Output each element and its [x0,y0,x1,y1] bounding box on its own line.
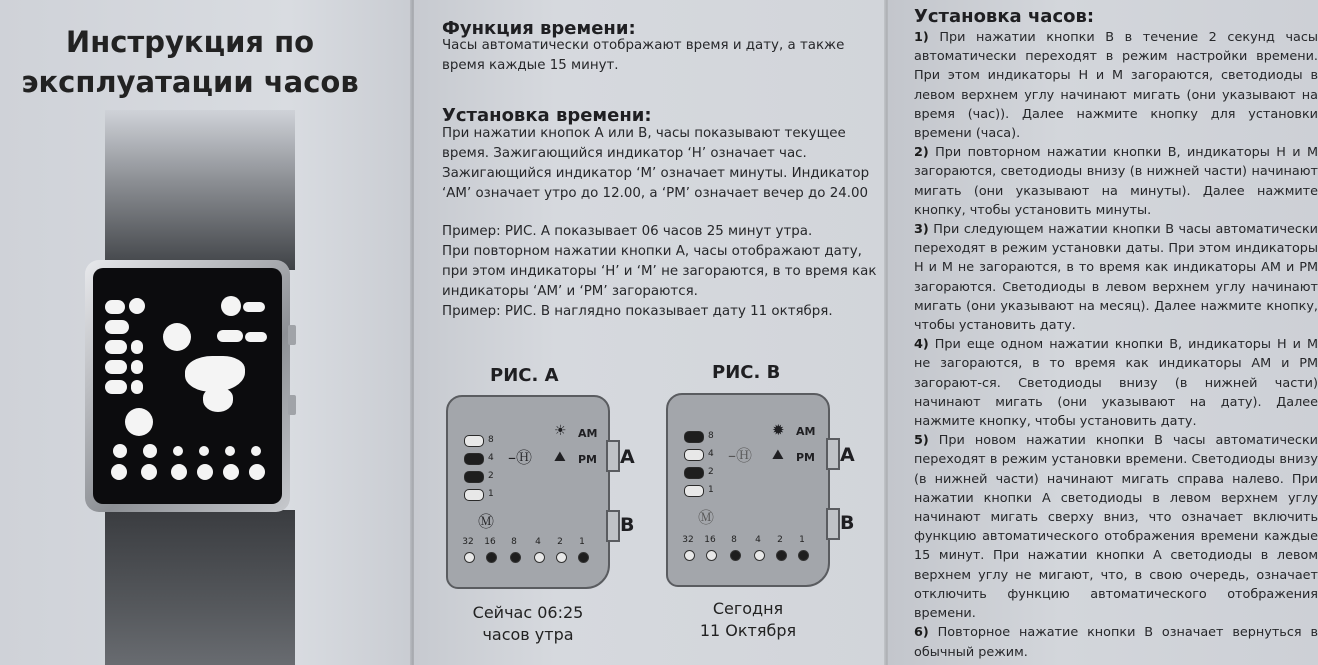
text-line: Зажигающийся индикатор ‘M’ означает минуты. Индикатор [442,166,870,181]
page-title [10,22,370,102]
minute-led [578,552,589,563]
hour-level-label: 4 [488,453,494,463]
section-heading-time-setting: Установка времени: [442,105,652,126]
hour-led-8 [464,435,484,447]
minute-led [510,552,521,563]
sunset-icon: ⛰ [772,447,784,463]
hour-led-2 [464,471,484,483]
left-panel [0,0,414,665]
text-line: Пример: РИС. В наглядно показывает дату 11 октября. [442,304,833,319]
figure-a-label: РИС. А [490,365,559,386]
text-line: время. Зажигающийся индикатор ‘H’ означает час. [442,146,807,161]
title-line-2: эксплуатации часов [21,65,359,99]
text-line: ‘AM’ означает утро до 12.00, а ‘PM’ означает вечер до 24.00 [442,186,869,201]
section-heading-clock-setting: Установка часов: [914,6,1095,27]
step-4: 4) При еще одном нажатии кнопки В, индикаторы H и M не загораются, в то время как индикаторы AM и PM загорают-ся. Светодиоды внизу (в нижней части) начинают мигать (они указывают на дату). Далее нажмите кнопку, чтобы установить дату. [914,337,1318,430]
minute-level-label: 16 [704,535,716,545]
minute-level-label: 1 [799,535,805,545]
button-a-label: A [840,444,855,466]
hour-led-2 [684,467,704,479]
step-5: 5) При новом нажатии кнопки В часы автоматически переходят в режим установки времени. Светодиоды внизу (в нижней части) начинают мигать справа налево. При нажатии кнопки А светодиоды в левом верхнем углу начинают мигать сверху вниз, что означает включить функцию автоматического отображения времени каждые 15 минут. При нажатии кнопки А светодиоды в левом верхнем углу не мигают, что, в свою очередь, означает отключить функцию автоматического отображения времени. [914,433,1318,622]
hour-led-1 [684,485,704,497]
am-label: AM [796,425,816,438]
button-b-label: B [620,514,635,536]
caption-line: 11 Октября [699,621,797,640]
text-line: время каждые 15 минут. [442,58,619,73]
minute-led [754,550,765,561]
h-icon: –Ⓗ [508,448,533,467]
hour-level-label: 2 [708,467,714,477]
watch-button-a [288,325,296,345]
sun-icon: ✹ [772,421,785,439]
hour-level-label: 1 [488,489,494,499]
text-line: Часы автоматически отображают время и дату, а также [442,38,845,53]
m-icon: Ⓜ [478,512,495,531]
minute-led [684,550,695,561]
minute-level-label: 8 [731,535,737,545]
caption-line: Сейчас 06:25 [472,603,584,622]
watch-button-b [288,395,296,415]
minute-level-label: 8 [511,537,517,547]
button-b [826,508,840,540]
minute-level-label: 32 [462,537,474,547]
minute-level-label: 32 [682,535,694,545]
text-line: индикаторы ‘AM’ и ‘PM’ загораются. [442,284,698,299]
sunset-icon: ⛰ [554,449,566,465]
title-line-1: Инструкция по [65,25,315,59]
text-line: При нажатии кнопок А или В, часы показывают текущее [442,126,846,141]
button-b [606,510,620,542]
minute-led [776,550,787,561]
hour-led-1 [464,489,484,501]
minute-level-label: 1 [579,537,585,547]
step-2: 2) При повторном нажатии кнопки В, индикаторы H и M загораются, светодиоды внизу (в нижней части) начинают мигать (они указывают на минуты). Далее нажмите кнопку, чтобы установить минуты. [914,145,1318,218]
minute-level-label: 16 [484,537,496,547]
button-b-label: B [840,512,855,534]
h-icon: –Ⓗ [728,446,753,465]
minute-led [464,552,475,563]
text-line: При повторном нажатии кнопки А, часы отображают дату, [442,244,862,259]
watch-strap-top [105,110,295,270]
watch-case [85,260,290,512]
button-a-label: A [620,446,635,468]
clock-setting-steps [914,28,1318,662]
hour-led-4 [464,453,484,465]
step-1: 1) При нажатии кнопки В в течение 2 секунд часы автоматически переходят в режим настройки времени. При этом индикаторы H и M загораются, светодиоды в левом верхнем углу начинают мигать (они указывают на время (час)). Далее нажмите кнопку для установки времени (часа). [914,30,1318,142]
step-3: 3) При следующем нажатии кнопки В часы автоматически переходят в режим установки даты. При этом индикаторы H и M не загораются, в то время как индикаторы AM и PM загораются. Светодиоды в левом верхнем углу начинают мигать (они указывают на месяц). Далее нажмите кнопку, чтобы установить дату. [914,222,1318,334]
caption-line: часов утра [482,625,574,644]
m-icon: Ⓜ [698,508,715,527]
minute-led [556,552,567,563]
example-text [442,222,876,322]
figure-a-watch [446,395,610,589]
button-a [826,438,840,470]
minute-led [730,550,741,561]
watch-screen [93,268,282,504]
sun-icon: ☀ [554,423,567,439]
pm-label: PM [578,453,598,466]
hour-level-label: 8 [708,431,714,441]
watch-photo [85,110,310,665]
text-line: Пример: РИС. А показывает 06 часов 25 минут утра. [442,224,813,239]
hour-level-label: 1 [708,485,714,495]
hour-level-label: 8 [488,435,494,445]
minute-led [798,550,809,561]
am-label: AM [578,427,598,440]
minute-level-label: 4 [535,537,541,547]
hour-led-8 [684,431,704,443]
caption-line: Сегодня [712,599,784,618]
time-function-text [442,36,844,76]
minute-led [706,550,717,561]
pm-label: PM [796,451,816,464]
minute-level-label: 2 [557,537,563,547]
hour-level-label: 4 [708,449,714,459]
text-line: при этом индикаторы ‘H’ и ‘M’ не загораются, в то время как [442,264,877,279]
figure-b-label: РИС. В [712,362,781,383]
minute-level-label: 4 [755,535,761,545]
time-setting-text [442,124,869,204]
watch-strap-bottom [105,510,295,665]
section-heading-time-function: Функция времени: [442,18,636,39]
minute-level-label: 2 [777,535,783,545]
figure-b-watch [666,393,830,587]
minute-led [534,552,545,563]
hour-led-4 [684,449,704,461]
figure-a-caption [438,602,618,646]
hour-level-label: 2 [488,471,494,481]
step-6: 6) Повторное нажатие кнопки В означает вернуться в обычный режим. [914,625,1318,660]
button-a [606,440,620,472]
minute-led [486,552,497,563]
figure-b-caption [658,598,838,642]
